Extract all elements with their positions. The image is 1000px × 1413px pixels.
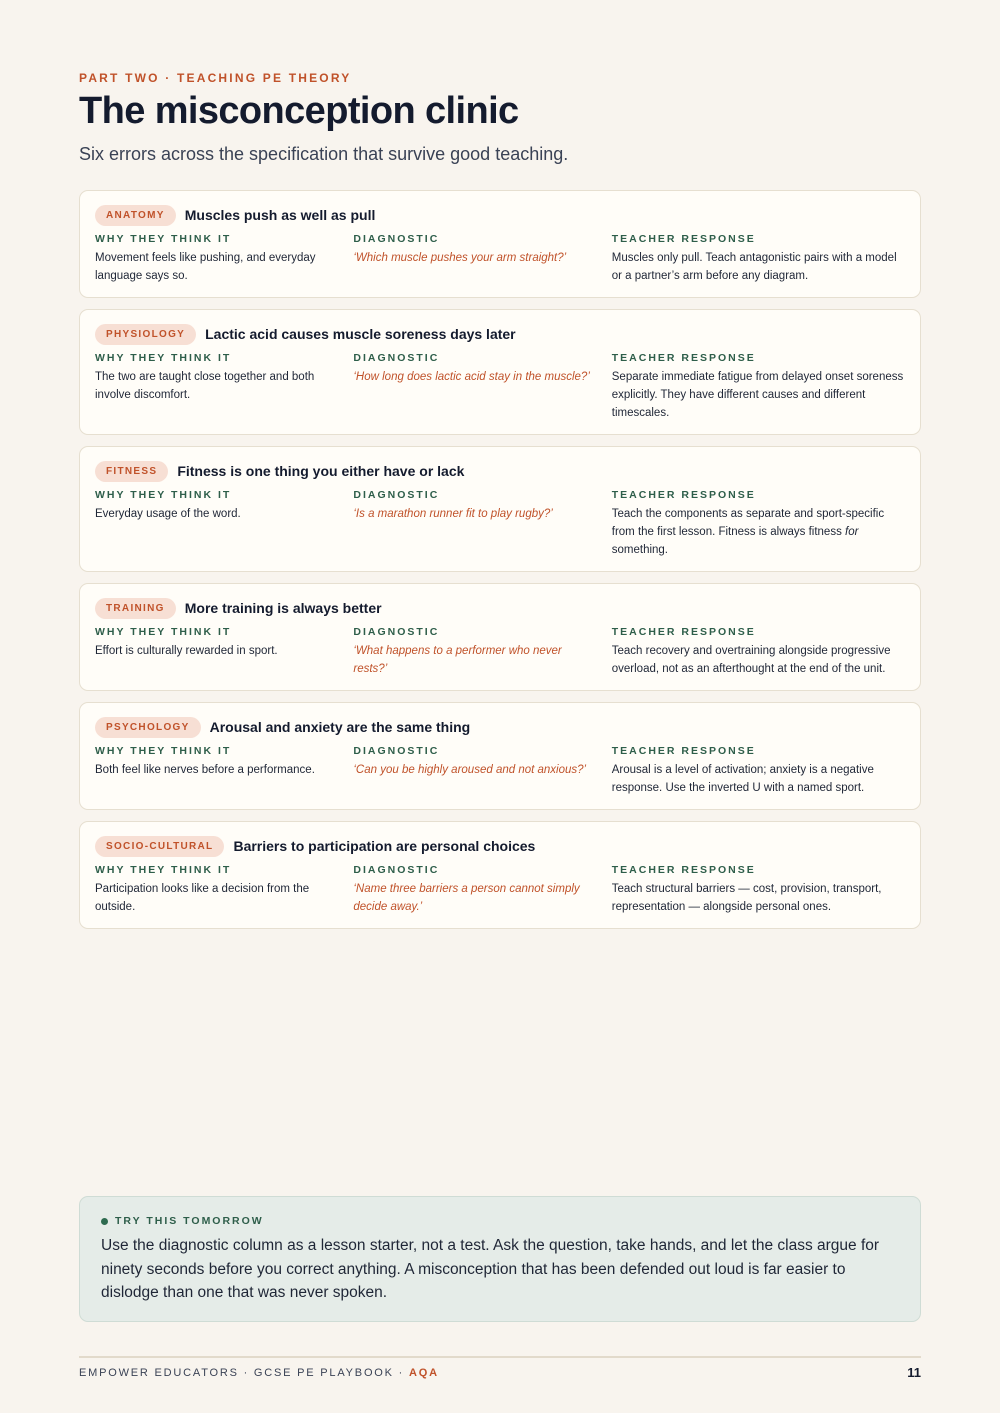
response-text: Separate immediate fatigue from delayed onset soreness explicitly. They have different causes and different timescales. (611, 371, 904, 419)
response-text (612, 505, 905, 559)
diagnostic-question: ‘Which muscle pushes your arm straight?’ (353, 252, 567, 264)
response-text: Arousal is a level of activation; anxiety is a negative response. Use the inverted U with a named sport. (611, 764, 874, 794)
why-label: WHY THEY THINK IT (95, 864, 232, 876)
why-text: Movement feels like pushing, and everyday language says so. (95, 252, 316, 282)
response-text: Teach recovery and overtraining alongside progressive overload, not as an afterthought at the end of the unit. (611, 645, 891, 675)
diagnostic-question: ‘What happens to a performer who never rests?’ (353, 645, 562, 675)
response-label: TEACHER RESPONSE (611, 745, 756, 757)
why-label: WHY THEY THINK IT (95, 233, 232, 245)
page-title: The misconception clinic (79, 90, 519, 132)
topic-tag: TRAINING (95, 598, 176, 619)
callout-label: TRY THIS TOMORROW (115, 1215, 264, 1227)
why-label: WHY THEY THINK IT (95, 626, 232, 638)
response-label: TEACHER RESPONSE (611, 864, 756, 876)
diagnostic-label: DIAGNOSTIC (353, 352, 440, 364)
diagnostic-label: DIAGNOSTIC (353, 745, 440, 757)
footer-series: EMPOWER EDUCATORS · GCSE PE PLAYBOOK · (79, 1367, 409, 1379)
footer-exam-board: AQA (408, 1367, 439, 1379)
misconception-card (79, 309, 921, 435)
response-label: TEACHER RESPONSE (611, 489, 756, 501)
misconception-list (79, 190, 921, 940)
page-subtitle: Six errors across the specification that survive good teaching. (79, 144, 569, 164)
diagnostic-label: DIAGNOSTIC (353, 864, 440, 876)
why-text: Participation looks like a decision from the outside. (95, 883, 310, 913)
why-text: Effort is culturally rewarded in sport. (95, 645, 278, 657)
page-number: 11 (907, 1365, 921, 1380)
bullet-dot-icon (101, 1218, 108, 1225)
response-text-start: Teach the components as separate and sport-specific from the first lesson. Fitness is always fitness (611, 508, 885, 538)
diagnostic-question: ‘How long does lactic acid stay in the muscle?’ (353, 371, 590, 383)
topic-tag: ANATOMY (95, 205, 176, 226)
why-label: WHY THEY THINK IT (95, 745, 232, 757)
footer-publication (79, 1367, 439, 1379)
callout-text: Use the diagnostic column as a lesson starter, not a test. Ask the question, take hands, and let the class argue for ninety seconds before you correct anything. A misconception that has been defended out loud is far easier to dislodge than one that was never spoken. (101, 1237, 880, 1301)
diagnostic-question: ‘Can you be highly aroused and not anxious?’ (353, 764, 587, 776)
try-this-tomorrow-callout (79, 1196, 921, 1322)
topic-tag: PHYSIOLOGY (95, 324, 196, 345)
response-label: TEACHER RESPONSE (611, 352, 756, 364)
response-emphasis: for (845, 526, 859, 538)
response-text-end: something. (611, 544, 669, 556)
misconception-card (79, 446, 921, 572)
why-label: WHY THEY THINK IT (95, 352, 232, 364)
misconception-title: Arousal and anxiety are the same thing (209, 719, 471, 735)
misconception-title: Barriers to participation are personal choices (233, 838, 536, 854)
misconception-title: More training is always better (184, 600, 382, 616)
response-text: Teach structural barriers — cost, provision, transport, representation — alongside personal ones. (611, 883, 882, 913)
diagnostic-label: DIAGNOSTIC (353, 233, 440, 245)
response-label: TEACHER RESPONSE (611, 233, 756, 245)
topic-tag: FITNESS (95, 461, 168, 482)
misconception-card (79, 702, 921, 810)
page (79, 0, 921, 1413)
misconception-title: Fitness is one thing you either have or lack (177, 463, 465, 479)
diagnostic-label: DIAGNOSTIC (353, 626, 440, 638)
response-text: Muscles only pull. Teach antagonistic pairs with a model or a partner’s arm before any diagram. (611, 252, 897, 282)
diagnostic-question: ‘Name three barriers a person cannot simply decide away.’ (353, 883, 580, 913)
misconception-title: Lactic acid causes muscle soreness days later (205, 326, 516, 342)
diagnostic-question: ‘Is a marathon runner fit to play rugby?’ (353, 508, 553, 520)
why-text: The two are taught close together and both involve discomfort. (95, 371, 315, 401)
response-label: TEACHER RESPONSE (611, 626, 756, 638)
footer-divider (79, 1356, 921, 1358)
section-eyebrow: PART TWO · TEACHING PE THEORY (79, 71, 352, 85)
misconception-card (79, 821, 921, 929)
topic-tag: PSYCHOLOGY (95, 717, 201, 738)
misconception-card (79, 190, 921, 298)
why-text: Both feel like nerves before a performance. (95, 764, 315, 776)
misconception-title: Muscles push as well as pull (184, 207, 376, 223)
why-text: Everyday usage of the word. (95, 508, 241, 520)
misconception-card (79, 583, 921, 691)
diagnostic-label: DIAGNOSTIC (353, 489, 440, 501)
topic-tag: SOCIO-CULTURAL (95, 836, 224, 857)
why-label: WHY THEY THINK IT (95, 489, 232, 501)
